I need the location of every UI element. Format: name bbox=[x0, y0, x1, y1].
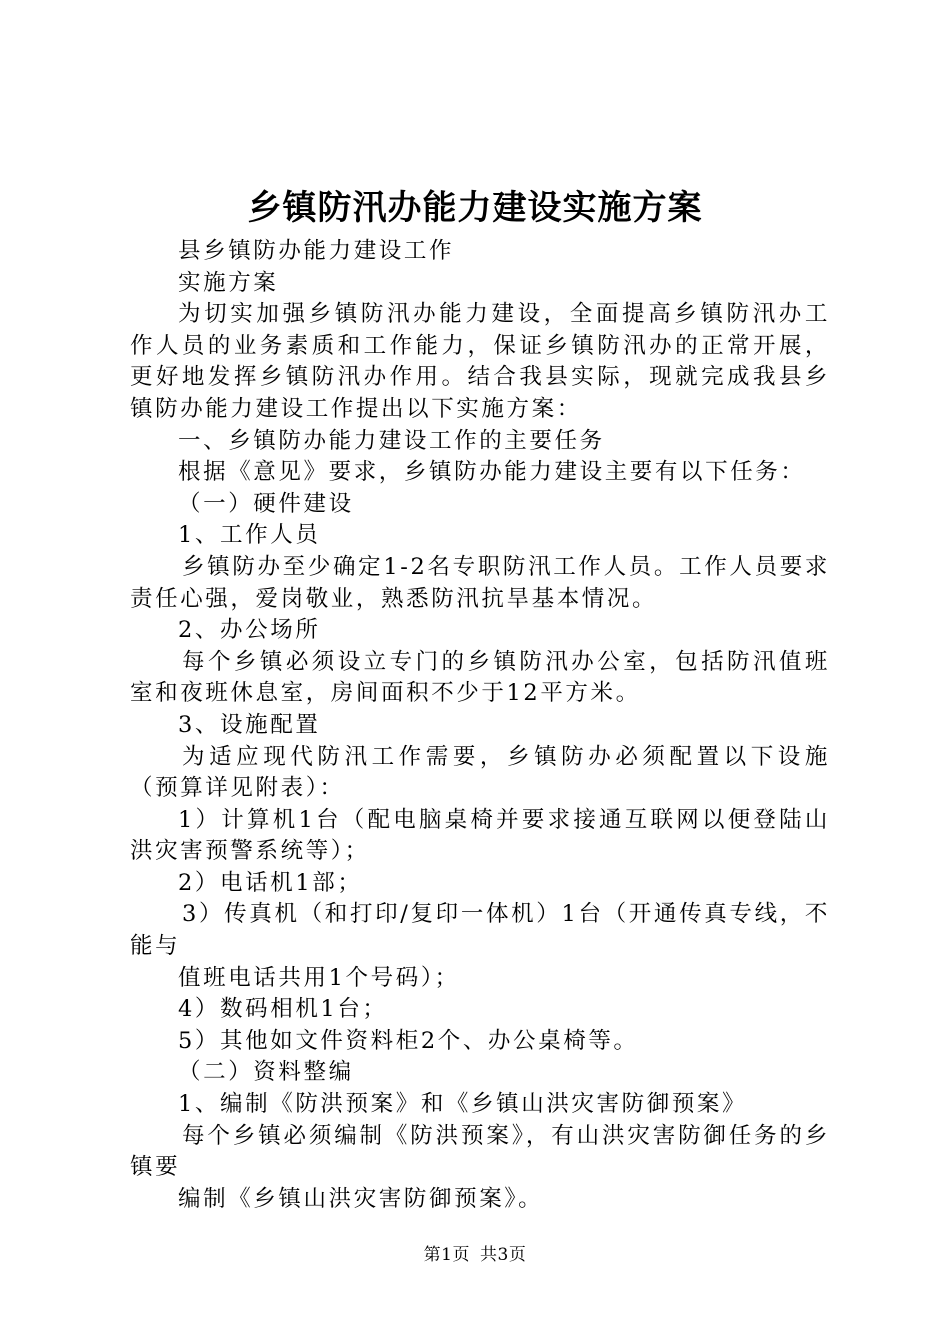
paragraph-office: 每个乡镇必须设立专门的乡镇防汛办公室，包括防汛值班室和夜班休息室，房间面积不少于12平方米。 bbox=[130, 648, 830, 707]
paragraph-subtitle-2: 实施方案 bbox=[178, 269, 279, 296]
paragraph-facilities: 为适应现代防汛工作需要，乡镇防办必须配置以下设施（预算详见附表）： bbox=[130, 743, 830, 802]
document-title: 乡镇防汛办能力建设实施方案 bbox=[247, 188, 703, 228]
paragraph-staff: 乡镇防办至少确定1-2名专职防汛工作人员。工作人员要求责任心强，爱岗敬业，熟悉防汛抗旱基本情况。 bbox=[130, 553, 830, 612]
heading-main-tasks: 一、乡镇防办能力建设工作的主要任务 bbox=[178, 427, 605, 454]
heading-plans: 1、编制《防洪预案》和《乡镇山洪灾害防御预案》 bbox=[178, 1091, 748, 1118]
heading-facilities: 3、设施配置 bbox=[178, 711, 321, 738]
heading-staff: 1、工作人员 bbox=[178, 522, 321, 549]
paragraph-plans: 每个乡镇必须编制《防洪预案》，有山洪灾害防御任务的乡镇要 bbox=[130, 1122, 830, 1181]
heading-hardware: （一）硬件建设 bbox=[178, 490, 354, 517]
page-number: 第1页 bbox=[423, 1245, 470, 1265]
list-item-other: 5）其他如文件资料柜2个、办公桌椅等。 bbox=[178, 1027, 639, 1054]
paragraph-plans-cont: 编制《乡镇山洪灾害防御预案》。 bbox=[178, 1185, 544, 1212]
list-item-phone: 2）电话机1部； bbox=[178, 869, 363, 896]
paragraph-intro: 为切实加强乡镇防汛办能力建设，全面提高乡镇防汛办工作人员的业务素质和工作能力，保证乡镇防汛办的正常开展，更好地发挥乡镇防汛办作用。结合我县实际，现就完成我县乡镇防办能力建设工作提出以下实施方案： bbox=[130, 301, 830, 422]
paragraph-subtitle-1: 县乡镇防办能力建设工作 bbox=[178, 238, 455, 264]
paragraph-tasks-intro: 根据《意见》要求，乡镇防办能力建设主要有以下任务： bbox=[178, 459, 806, 486]
heading-documents: （二）资料整编 bbox=[178, 1059, 354, 1086]
list-item-computer: 1）计算机1台（配电脑桌椅并要求接通互联网以便登陆山洪灾害预警系统等）； bbox=[130, 806, 830, 865]
list-item-fax: 3）传真机（和打印/复印一体机）1台（开通传真专线，不能与 bbox=[130, 901, 830, 960]
page-footer bbox=[0, 1244, 950, 1266]
heading-office: 2、办公场所 bbox=[178, 617, 321, 644]
document-body bbox=[130, 236, 830, 1215]
list-item-camera: 4）数码相机1台； bbox=[178, 996, 388, 1023]
page-total: 共3页 bbox=[480, 1245, 527, 1265]
list-item-fax-cont: 值班电话共用1个号码）； bbox=[178, 964, 460, 991]
